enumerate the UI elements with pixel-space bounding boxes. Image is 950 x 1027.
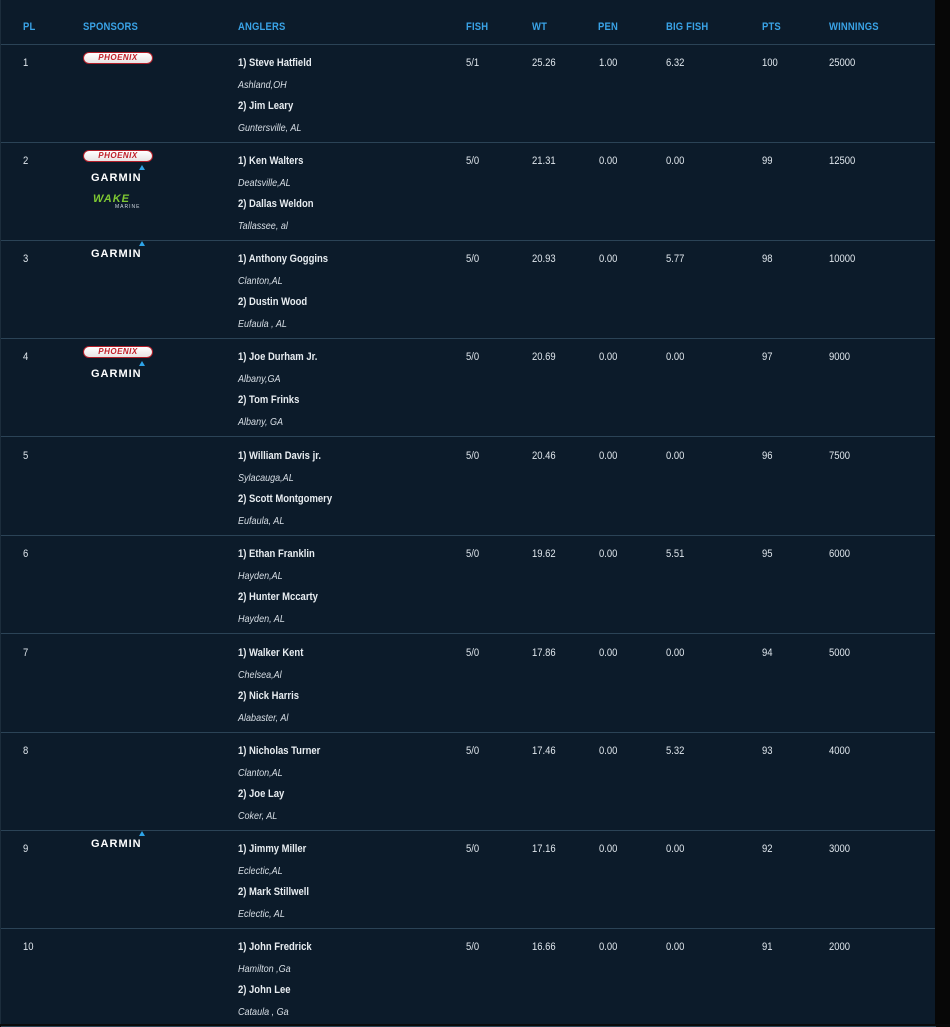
sponsor-logo-garmin[interactable] — [83, 366, 158, 388]
cell-pl: 5 — [23, 450, 29, 462]
angler-name: 2) Dallas Weldon — [238, 198, 314, 210]
garmin-triangle-icon — [139, 361, 145, 366]
cell-fish: 5/0 — [466, 351, 480, 363]
cell-wt: 20.93 — [532, 253, 556, 265]
garmin-triangle-icon — [139, 831, 145, 836]
angler-hometown: Coker, AL — [238, 809, 278, 822]
table-row — [1, 437, 936, 536]
cell-winnings: 12500 — [829, 155, 856, 167]
anglers-cell — [238, 56, 312, 142]
angler-name: 1) Steve Hatfield — [238, 57, 312, 69]
angler-hometown: Hayden, AL — [238, 612, 285, 625]
angler-hometown: Tallassee, al — [238, 219, 288, 232]
garmin-logo: GARMIN — [91, 368, 142, 380]
angler-hometown: Eclectic,AL — [238, 864, 283, 877]
angler-hometown: Eufaula, AL — [238, 514, 285, 527]
cell-winnings: 9000 — [829, 351, 851, 363]
header-pts[interactable]: PTS — [762, 21, 781, 33]
cell-fish: 5/0 — [466, 450, 480, 462]
phoenix-logo-text: PHOENIX — [98, 347, 138, 356]
cell-wt: 25.26 — [532, 57, 556, 69]
cell-wt: 19.62 — [532, 548, 556, 560]
cell-winnings: 4000 — [829, 745, 851, 757]
anglers-cell — [238, 842, 309, 928]
garmin-logo: GARMIN — [91, 248, 142, 260]
angler-name: 1) Joe Durham Jr. — [238, 351, 318, 363]
phoenix-logo — [83, 52, 153, 64]
cell-wt: 17.16 — [532, 843, 556, 855]
sponsor-logo-phoenix[interactable] — [83, 50, 158, 72]
header-winnings[interactable]: WINNINGS — [829, 21, 879, 33]
angler-name: 2) Dustin Wood — [238, 296, 308, 308]
angler-name: 1) Ken Walters — [238, 155, 304, 167]
cell-big-fish: 5.51 — [666, 548, 685, 560]
cell-pl: 3 — [23, 253, 29, 265]
cell-big-fish: 0.00 — [666, 843, 685, 855]
sponsor-logos — [83, 246, 158, 268]
garmin-logo: GARMIN — [91, 838, 142, 850]
cell-wt: 17.46 — [532, 745, 556, 757]
garmin-triangle-icon — [139, 241, 145, 246]
table-row — [1, 535, 936, 634]
cell-winnings: 3000 — [829, 843, 851, 855]
cell-fish: 5/0 — [466, 155, 480, 167]
cell-winnings: 5000 — [829, 647, 851, 659]
cell-fish: 5/0 — [466, 843, 480, 855]
table-row — [1, 142, 936, 241]
cell-wt: 20.46 — [532, 450, 556, 462]
anglers-cell — [238, 154, 314, 240]
angler-name: 2) Nick Harris — [238, 690, 300, 702]
cell-wt: 16.66 — [532, 941, 556, 953]
cell-wt: 20.69 — [532, 351, 556, 363]
header-anglers[interactable]: ANGLERS — [238, 21, 286, 33]
header-wt[interactable]: WT — [532, 21, 548, 33]
cell-pen: 0.00 — [599, 941, 618, 953]
cell-wt: 21.31 — [532, 155, 556, 167]
cell-big-fish: 5.77 — [666, 253, 685, 265]
angler-name: 2) Hunter Mccarty — [238, 591, 318, 603]
sponsor-logo-garmin[interactable] — [83, 836, 158, 858]
cell-winnings: 10000 — [829, 253, 856, 265]
table-header — [1, 8, 936, 45]
cell-pen: 0.00 — [599, 253, 618, 265]
sponsor-logos — [83, 344, 158, 388]
cell-fish: 5/0 — [466, 253, 480, 265]
cell-fish: 5/0 — [466, 548, 480, 560]
table-row — [1, 634, 936, 733]
angler-hometown: Eufaula , AL — [238, 317, 287, 330]
phoenix-logo-text: PHOENIX — [98, 151, 138, 160]
cell-big-fish: 0.00 — [666, 450, 685, 462]
cell-pen: 0.00 — [599, 450, 618, 462]
angler-hometown: Clanton,AL — [238, 274, 283, 287]
garmin-triangle-icon — [139, 165, 145, 170]
cell-fish: 5/0 — [466, 647, 480, 659]
cell-pl: 4 — [23, 351, 29, 363]
angler-name: 1) Nicholas Turner — [238, 745, 321, 757]
cell-pts: 92 — [762, 843, 773, 855]
angler-name: 2) Scott Montgomery — [238, 493, 333, 505]
cell-pl: 8 — [23, 745, 29, 757]
header-big-fish[interactable]: BIG FISH — [666, 21, 709, 33]
sponsor-logo-garmin[interactable] — [83, 246, 158, 268]
angler-hometown: Chelsea,Al — [238, 668, 282, 681]
cell-pen: 0.00 — [599, 351, 618, 363]
anglers-cell — [238, 940, 312, 1026]
cell-pts: 98 — [762, 253, 773, 265]
cell-wt: 17.86 — [532, 647, 556, 659]
anglers-cell — [238, 547, 318, 633]
cell-pl: 9 — [23, 843, 29, 855]
header-sponsors[interactable]: SPONSORS — [83, 21, 138, 33]
angler-hometown: Hamilton ,Ga — [238, 962, 291, 975]
angler-name: 2) John Lee — [238, 984, 291, 996]
angler-name: 1) John Fredrick — [238, 941, 312, 953]
cell-winnings: 25000 — [829, 57, 856, 69]
cell-pen: 0.00 — [599, 647, 618, 659]
cell-fish: 5/0 — [466, 941, 480, 953]
cell-pl: 7 — [23, 647, 29, 659]
table-row — [1, 338, 936, 437]
phoenix-logo — [83, 150, 153, 162]
header-pl[interactable]: PL — [23, 21, 36, 33]
cell-big-fish: 0.00 — [666, 941, 685, 953]
cell-pts: 93 — [762, 745, 773, 757]
cell-pts: 95 — [762, 548, 773, 560]
cell-pen: 0.00 — [599, 745, 618, 757]
cell-big-fish: 6.32 — [666, 57, 685, 69]
cell-pts: 97 — [762, 351, 773, 363]
cell-pl: 6 — [23, 548, 29, 560]
sponsor-logo-phoenix[interactable] — [83, 148, 158, 170]
header-pen[interactable]: PEN — [598, 21, 618, 33]
cell-pen: 1.00 — [599, 57, 618, 69]
angler-name: 1) Jimmy Miller — [238, 843, 307, 855]
cell-pts: 96 — [762, 450, 773, 462]
cell-pts: 91 — [762, 941, 773, 953]
cell-pl: 2 — [23, 155, 29, 167]
table-row — [1, 928, 936, 1027]
angler-name: 2) Joe Lay — [238, 788, 285, 800]
angler-hometown: Clanton,AL — [238, 766, 283, 779]
table-row — [1, 44, 936, 143]
sponsor-logos — [83, 148, 158, 214]
angler-hometown: Guntersville, AL — [238, 121, 302, 134]
angler-hometown: Albany,GA — [238, 372, 281, 385]
cell-big-fish: 0.00 — [666, 647, 685, 659]
garmin-logo: GARMIN — [91, 172, 142, 184]
angler-name: 2) Jim Leary — [238, 100, 294, 112]
cell-pen: 0.00 — [599, 155, 618, 167]
window-edge — [935, 0, 950, 1024]
angler-name: 1) Ethan Franklin — [238, 548, 315, 560]
anglers-cell — [238, 350, 317, 436]
cell-big-fish: 0.00 — [666, 351, 685, 363]
cell-pts: 99 — [762, 155, 773, 167]
cell-pen: 0.00 — [599, 843, 618, 855]
wake-marine-logo — [93, 194, 155, 208]
sponsor-logo-garmin[interactable] — [83, 170, 158, 192]
angler-name: 1) Walker Kent — [238, 647, 304, 659]
anglers-cell — [238, 646, 303, 732]
cell-big-fish: 5.32 — [666, 745, 685, 757]
angler-hometown: Sylacauga,AL — [238, 471, 294, 484]
wake-logo-text: WAKE — [93, 193, 130, 205]
sponsor-logo-wake[interactable] — [83, 192, 158, 214]
angler-hometown: Cataula , Ga — [238, 1005, 289, 1018]
table-row — [1, 240, 936, 339]
angler-hometown: Alabaster, Al — [238, 711, 289, 724]
cell-pts: 94 — [762, 647, 773, 659]
angler-hometown: Deatsville,AL — [238, 176, 291, 189]
header-fish[interactable]: FISH — [466, 21, 489, 33]
cell-pl: 10 — [23, 941, 34, 953]
cell-pl: 1 — [23, 57, 29, 69]
table-row — [1, 830, 936, 929]
sponsor-logos — [83, 836, 158, 858]
angler-name: 2) Mark Stillwell — [238, 886, 309, 898]
cell-big-fish: 0.00 — [666, 155, 685, 167]
cell-winnings: 7500 — [829, 450, 851, 462]
phoenix-logo — [83, 346, 153, 358]
anglers-cell — [238, 449, 332, 535]
cell-pen: 0.00 — [599, 548, 618, 560]
sponsor-logos — [83, 50, 158, 72]
angler-hometown: Ashland,OH — [238, 78, 287, 91]
angler-hometown: Eclectic, AL — [238, 907, 285, 920]
angler-name: 1) William Davis jr. — [238, 450, 321, 462]
wake-logo-subtext: MARINE — [115, 204, 141, 210]
cell-pts: 100 — [762, 57, 778, 69]
anglers-cell — [238, 744, 320, 830]
angler-hometown: Albany, GA — [238, 415, 284, 428]
cell-winnings: 2000 — [829, 941, 851, 953]
angler-hometown: Hayden,AL — [238, 569, 283, 582]
cell-fish: 5/0 — [466, 745, 480, 757]
table-row — [1, 732, 936, 831]
anglers-cell — [238, 252, 328, 338]
cell-fish: 5/1 — [466, 57, 480, 69]
phoenix-logo-text: PHOENIX — [98, 53, 138, 62]
angler-name: 1) Anthony Goggins — [238, 253, 329, 265]
sponsor-logo-phoenix[interactable] — [83, 344, 158, 366]
cell-winnings: 6000 — [829, 548, 851, 560]
angler-name: 2) Tom Frinks — [238, 394, 300, 406]
